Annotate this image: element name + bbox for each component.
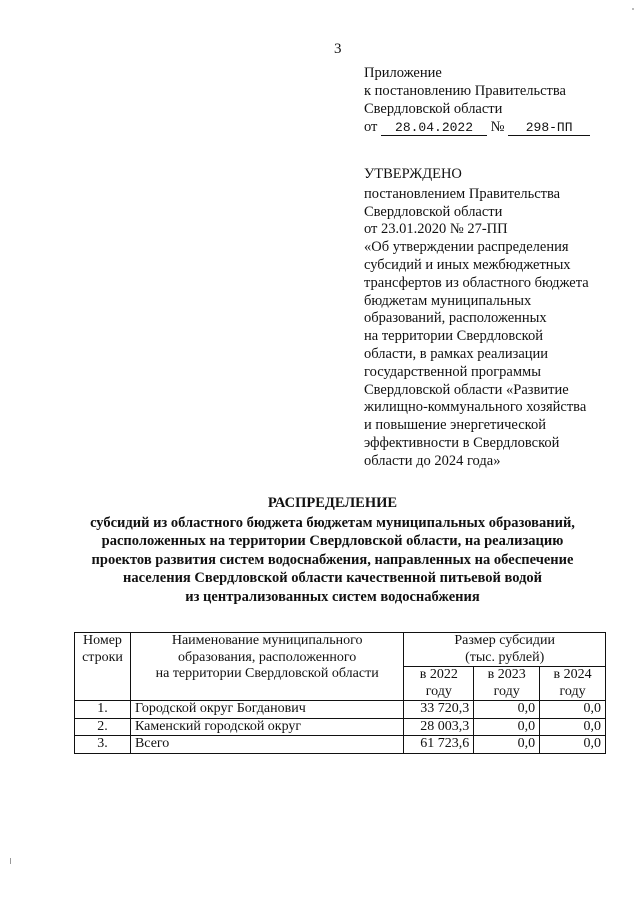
header-text: образования, расположенного: [177, 649, 357, 665]
row-number: 3.: [75, 736, 131, 754]
col-header-year-2022: [404, 667, 474, 701]
appendix-date-number: [364, 118, 624, 136]
from-label: от: [364, 119, 378, 135]
approved-line: бюджетам муниципальных: [364, 292, 532, 309]
header-text: году: [425, 683, 452, 699]
approved-line: образований, расположенных: [364, 310, 547, 327]
decree-number: 298-ПП: [508, 120, 590, 136]
number-label: №: [490, 119, 505, 135]
header-text: году: [493, 683, 520, 699]
header-text: на территории Свердловской области: [155, 666, 379, 681]
row-number: 1.: [75, 701, 131, 719]
approved-block: [364, 166, 614, 471]
row-value-2022: 33 720,3: [404, 701, 474, 719]
header-text: строки: [82, 649, 123, 665]
table-row: [75, 736, 606, 754]
row-value-2022: 61 723,6: [404, 736, 474, 754]
header-text: Размер субсидии: [454, 633, 555, 648]
approved-line: и повышение энергетической: [364, 417, 546, 434]
row-value-2024: 0,0: [540, 736, 606, 754]
approved-line: области до 2024 года»: [364, 452, 501, 469]
row-value-2022: 28 003,3: [404, 718, 474, 736]
row-value-2023: 0,0: [474, 718, 540, 736]
approved-line: Свердловской области «Развитие: [364, 381, 569, 398]
approved-line: области, в рамках реализации: [364, 345, 549, 362]
heading-line: проектов развития систем водоснабжения, направленных на обеспечение: [91, 551, 574, 568]
appendix-block: [364, 64, 624, 136]
col-header-year-2023: [474, 667, 540, 701]
approved-line: государственной программы: [364, 363, 541, 380]
header-text: в 2022: [419, 667, 458, 682]
appendix-line: к постановлению Правительства: [364, 83, 566, 99]
header-text: в 2024: [553, 667, 592, 682]
col-header-year-2024: [540, 667, 606, 701]
approved-line: от 23.01.2020 № 27-ПП: [364, 221, 508, 238]
scan-artifact: [10, 858, 11, 864]
approved-title: УТВЕРЖДЕНО: [364, 166, 462, 182]
approved-line: жилищно-коммунального хозяйства: [364, 399, 587, 416]
row-municipality: Городской округ Богданович: [130, 701, 403, 719]
header-text: (тыс. рублей): [465, 649, 545, 665]
row-municipality: Каменский городской округ: [130, 718, 403, 736]
col-header-number: [75, 633, 131, 701]
header-text: году: [559, 683, 586, 699]
approved-line: постановлением Правительства: [364, 185, 561, 202]
approved-line: трансфертов из областного бюджета: [364, 274, 589, 291]
heading-line: населения Свердловской области качественной питьевой водой: [122, 570, 543, 586]
appendix-line: Приложение: [364, 65, 442, 81]
decree-date: 28.04.2022: [381, 120, 487, 136]
table-row: [75, 701, 606, 719]
appendix-line: Свердловской области: [364, 101, 503, 117]
header-text: Наименование муниципального: [171, 633, 363, 648]
row-value-2024: 0,0: [540, 701, 606, 719]
row-value-2023: 0,0: [474, 736, 540, 754]
approved-line: эффективности в Свердловской: [364, 434, 560, 451]
approved-line: «Об утверждении распределения: [364, 239, 569, 256]
approved-line: субсидий и иных межбюджетных: [364, 256, 571, 273]
row-number: 2.: [75, 718, 131, 736]
document-heading: [60, 494, 605, 606]
approved-line: Свердловской области: [364, 203, 503, 220]
heading-line: из централизованных систем водоснабжения: [185, 588, 480, 605]
heading-line: субсидий из областного бюджета бюджетам муниципальных образований,: [90, 514, 575, 531]
row-municipality: Всего: [130, 736, 403, 754]
col-header-name: [130, 633, 403, 701]
page-number: 3: [334, 41, 342, 57]
header-text: в 2023: [487, 667, 526, 682]
distribution-table: [74, 632, 606, 754]
row-value-2024: 0,0: [540, 718, 606, 736]
approved-line: на территории Свердловской: [364, 328, 543, 345]
col-header-subsidy: [404, 633, 606, 667]
scan-artifact: [632, 8, 634, 10]
table-row: [75, 718, 606, 736]
row-value-2023: 0,0: [474, 701, 540, 719]
header-text: Номер: [83, 633, 122, 648]
heading-title: РАСПРЕДЕЛЕНИЕ: [267, 495, 398, 511]
heading-line: расположенных на территории Свердловской области, на реализацию: [101, 533, 564, 549]
table-header-row: [75, 633, 606, 667]
